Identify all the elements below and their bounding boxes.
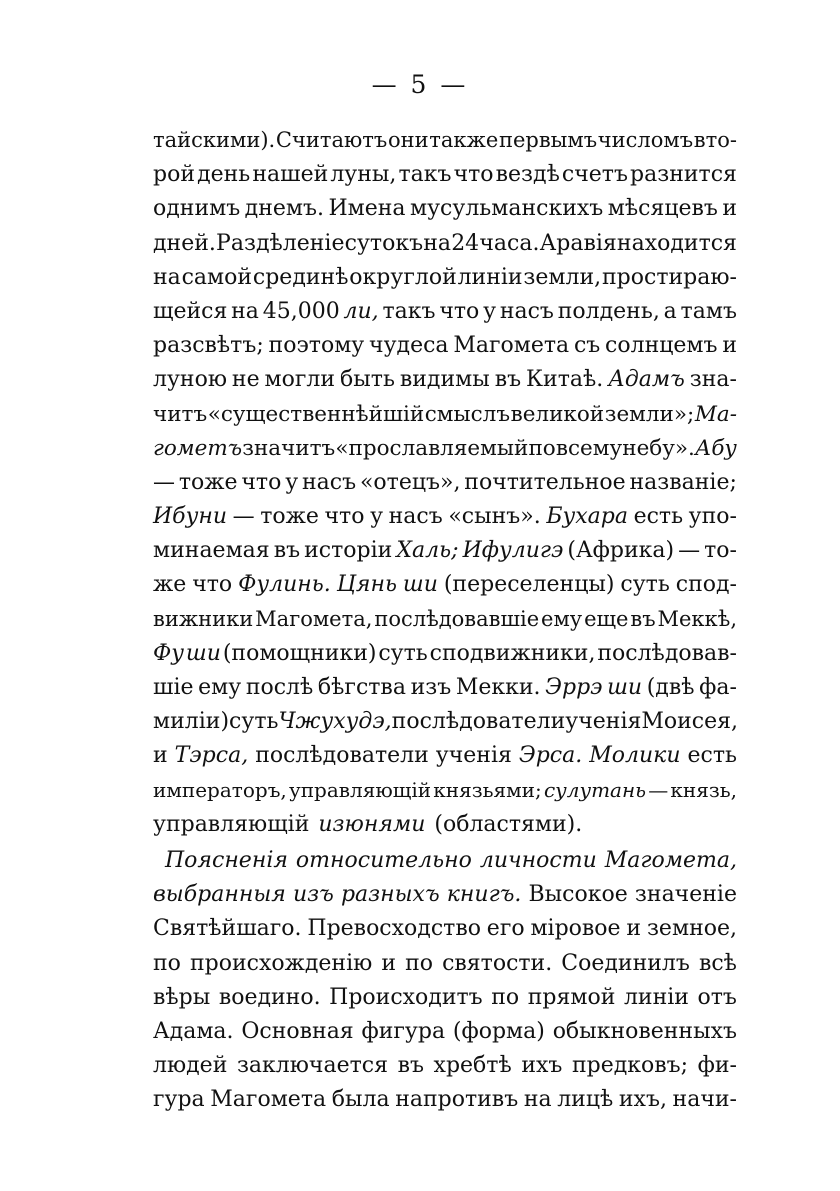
word: тоже <box>260 504 319 530</box>
text-line <box>153 848 737 882</box>
italic-word: ши <box>185 640 221 666</box>
word: смыслъ <box>424 401 511 427</box>
text-line <box>153 675 737 709</box>
word: по <box>491 984 520 1010</box>
word: такъ <box>398 162 452 188</box>
word: Моисея, <box>641 709 739 735</box>
word: и <box>381 950 397 976</box>
word: линіи <box>623 984 689 1010</box>
word: вижники <box>153 606 254 631</box>
italic-word: Цянь <box>336 572 397 598</box>
word: императоръ, <box>153 777 287 802</box>
text-line <box>153 641 737 675</box>
word: управляющій <box>288 777 432 802</box>
italic-word: гометъ <box>153 435 243 461</box>
word: часа. <box>479 230 540 256</box>
word: же <box>153 572 187 598</box>
word: читъ <box>153 401 208 427</box>
word: «существеннѣйшій <box>207 401 425 427</box>
word: (областями). <box>434 811 583 837</box>
word: — <box>648 777 669 802</box>
word: сутокъ <box>344 230 424 256</box>
word: минаемая <box>153 538 270 564</box>
body-text <box>153 128 737 1121</box>
word: (переселенцы) <box>443 572 615 598</box>
word: не <box>231 367 260 393</box>
word: насъ <box>301 469 357 495</box>
text-line <box>153 265 737 299</box>
word: воедино. <box>218 984 321 1010</box>
word: — <box>153 469 175 495</box>
text-line <box>153 1053 737 1087</box>
word: послѣдовавшіе <box>374 606 540 631</box>
word: небу». <box>622 435 695 461</box>
word: луною <box>153 367 227 393</box>
word: могли <box>264 367 336 393</box>
word: быть <box>340 367 395 393</box>
word: Высокое <box>528 882 628 908</box>
word: упо- <box>688 504 737 530</box>
word: по <box>528 435 556 461</box>
word: Магомета <box>453 333 570 359</box>
word: 45,000 <box>262 298 340 324</box>
word: «сынъ». <box>448 504 541 530</box>
word: луны, <box>330 162 397 188</box>
word: — <box>232 504 255 530</box>
word: такъ <box>382 298 436 324</box>
italic-word: ли, <box>343 298 379 324</box>
word: всему <box>555 435 623 461</box>
word: день <box>197 162 251 188</box>
italic-word: Тэрса, <box>174 743 249 769</box>
text-line <box>153 812 737 846</box>
word: его <box>486 916 525 942</box>
word: въ <box>630 606 656 631</box>
word: происхожденію <box>189 950 373 976</box>
word: мусульманскихъ <box>410 196 604 222</box>
word: Магомета, <box>255 606 373 631</box>
word: управляющій <box>153 811 310 837</box>
word: 24 <box>451 230 480 256</box>
italic-word: Эррэ <box>545 675 603 700</box>
italic-word: Адамъ <box>608 367 685 393</box>
text-line <box>153 299 737 333</box>
word: Китаѣ. <box>526 367 604 393</box>
word: днемъ. <box>244 196 325 222</box>
word: мѣсяцевъ <box>607 196 718 222</box>
word: по <box>405 950 433 976</box>
text-line <box>153 709 737 743</box>
italic-word: Ифулигэ <box>462 538 564 564</box>
word: князь, <box>670 777 737 802</box>
italic-word: книгъ. <box>446 882 522 908</box>
word: щейся <box>153 298 228 324</box>
word: сподвижники, <box>429 640 596 666</box>
word: что <box>324 504 365 530</box>
word: земли, <box>523 264 602 290</box>
word: изъ <box>410 675 452 700</box>
word: находится <box>616 230 737 256</box>
word: миліи) <box>153 709 230 735</box>
word: бѣгства <box>317 675 406 700</box>
word: то- <box>704 538 737 564</box>
word: насъ <box>388 504 443 530</box>
word: что <box>192 572 233 598</box>
italic-word: Ибуни <box>153 504 228 530</box>
text-line <box>153 367 737 401</box>
text-line <box>153 538 737 572</box>
text-line <box>153 333 737 367</box>
italic-word: Бухара <box>546 504 628 530</box>
word: есть <box>633 504 684 530</box>
word: на <box>231 298 259 324</box>
word: рой <box>153 162 195 188</box>
word: земли»; <box>604 401 695 427</box>
word: ученія <box>435 743 512 769</box>
word: первымъ <box>498 128 598 152</box>
italic-word: разныхъ <box>340 882 440 908</box>
word: начи- <box>672 1087 737 1113</box>
word: гура <box>153 1087 205 1113</box>
text-line <box>153 1019 737 1053</box>
word: зна- <box>689 367 737 393</box>
word: видимы <box>399 367 490 393</box>
italic-word: Эрса. <box>518 743 583 769</box>
word: однимъ <box>153 196 241 222</box>
word: а <box>663 298 677 324</box>
word: вѣры <box>153 984 211 1010</box>
word: на <box>523 1087 552 1113</box>
word: святости. <box>442 950 553 976</box>
word: тайскими). <box>153 128 276 152</box>
text-line <box>153 985 737 1019</box>
italic-word: Фулинь. <box>238 572 331 598</box>
word: тамъ <box>680 298 737 324</box>
word: Аравія <box>539 230 617 256</box>
word: разсвѣтъ; <box>153 333 264 359</box>
word: Магомета <box>210 1087 327 1113</box>
word: въ <box>273 538 301 564</box>
italic-word: изъ <box>292 882 334 908</box>
text-line <box>153 470 737 504</box>
word: еще <box>584 606 629 631</box>
word: и <box>722 196 737 222</box>
word: нашей <box>252 162 329 188</box>
italic-word: личности <box>479 847 597 873</box>
word: ему <box>198 675 242 700</box>
page-number: — 5 — <box>371 70 469 99</box>
word: съ <box>573 333 601 359</box>
word: числомъ <box>597 128 694 152</box>
word: также <box>429 128 499 152</box>
word: (помощники) <box>222 640 377 666</box>
word: есть <box>687 743 737 769</box>
word: у <box>285 469 299 495</box>
word: самой <box>181 264 253 290</box>
word: Основная <box>241 1018 354 1044</box>
word: ему <box>541 606 583 631</box>
italic-word: относительно <box>295 847 472 873</box>
word: великой <box>510 401 605 427</box>
word: и <box>722 333 737 359</box>
word: была <box>331 1087 390 1113</box>
text-line <box>153 196 737 230</box>
italic-word: сулутань <box>543 777 647 802</box>
word: спод- <box>675 572 737 598</box>
word: прямой <box>527 984 616 1010</box>
word: фигура <box>361 1018 446 1044</box>
text-line <box>153 778 737 812</box>
text-line <box>153 231 737 265</box>
word: «отецъ», <box>359 469 461 495</box>
italic-word: выбранныя <box>153 882 286 908</box>
word: фа- <box>699 675 737 700</box>
word: у <box>483 298 497 324</box>
word: въ <box>397 1053 424 1079</box>
word: послѣдователи <box>391 709 566 735</box>
text-line <box>153 607 737 641</box>
word: всѣ <box>698 950 737 976</box>
word: солнцемъ <box>605 333 718 359</box>
word: почтительное <box>464 469 626 495</box>
word: земное, <box>646 916 737 942</box>
word: суть <box>378 640 428 666</box>
word: исторіи <box>304 538 393 564</box>
word: тоже <box>178 469 238 495</box>
word: (Африка) <box>567 538 675 564</box>
word: на <box>153 264 181 290</box>
word: Считаютъ <box>275 128 388 152</box>
word: (форма) <box>452 1018 545 1044</box>
text-line <box>153 128 737 162</box>
italic-word: Ма- <box>694 401 737 427</box>
word: значитъ <box>242 435 336 461</box>
word: князьями; <box>433 777 542 802</box>
text-line <box>153 916 737 950</box>
word: названіе; <box>629 469 737 495</box>
word: людей <box>153 1053 228 1079</box>
word: что <box>241 469 282 495</box>
word: ихъ <box>521 1053 563 1079</box>
word: и <box>626 916 642 942</box>
italic-word: ши <box>607 675 643 700</box>
word: на <box>423 230 452 256</box>
word: Адама. <box>153 1018 234 1044</box>
word: послѣ <box>245 675 314 700</box>
word: и <box>153 743 168 769</box>
word: по <box>153 950 181 976</box>
word: міровое <box>530 916 621 942</box>
word: отъ <box>697 984 737 1010</box>
word: они <box>387 128 429 152</box>
word: значеніе <box>634 882 737 908</box>
word: что <box>453 162 494 188</box>
italic-word: Чжухудэ, <box>278 709 392 735</box>
word: суть <box>620 572 670 598</box>
text-line <box>153 882 737 916</box>
word: — <box>678 538 701 564</box>
text-line <box>153 1087 737 1121</box>
word: линіи <box>457 264 523 290</box>
word: простираю- <box>602 264 737 290</box>
italic-word: изюнями <box>318 811 426 837</box>
word: поэтому <box>268 333 365 359</box>
word: Раздѣленіе <box>216 230 345 256</box>
text-line <box>153 504 737 538</box>
word: ученія <box>565 709 642 735</box>
word: напротивъ <box>395 1087 519 1113</box>
word: полдень, <box>557 298 660 324</box>
word: послѣдовав- <box>597 640 737 666</box>
word: послѣдователи <box>255 743 429 769</box>
word: срединѣ <box>252 264 349 290</box>
word: заключается <box>236 1053 388 1079</box>
italic-word: Магомета, <box>604 847 737 873</box>
text-line <box>153 951 737 985</box>
word: предковъ; <box>571 1053 689 1079</box>
word: вездѣ <box>495 162 560 188</box>
word: Меккѣ, <box>657 606 737 631</box>
word: что <box>439 298 480 324</box>
word: ихъ, <box>618 1087 667 1113</box>
text-line <box>153 162 737 196</box>
word: «прославляемый <box>335 435 529 461</box>
word: Имена <box>328 196 406 222</box>
italic-word: Халь; <box>396 538 459 564</box>
italic-word: Абу <box>695 435 737 461</box>
word: у <box>370 504 384 530</box>
word: (двѣ <box>646 675 695 700</box>
text-line <box>153 743 737 777</box>
word: вто- <box>693 128 737 152</box>
text-line <box>153 402 737 436</box>
word: хребтѣ <box>433 1053 512 1079</box>
word: чудеса <box>369 333 449 359</box>
italic-word: ши <box>402 572 438 598</box>
word: дней. <box>153 230 216 256</box>
word: фи- <box>697 1053 737 1079</box>
word: Святѣйшаго. <box>153 916 302 942</box>
word: лицѣ <box>557 1087 614 1113</box>
word: суть <box>229 709 279 735</box>
word: обыкновенныхъ <box>552 1018 737 1044</box>
text-line <box>153 436 737 470</box>
word: Мекки. <box>455 675 541 700</box>
word: Превосходство <box>307 916 481 942</box>
italic-word: Поясненія <box>165 847 288 873</box>
word: разнится <box>630 162 737 188</box>
word: округлой <box>349 264 457 290</box>
word: насъ <box>499 298 554 324</box>
word: въ <box>494 367 522 393</box>
italic-word: Фу <box>153 640 185 666</box>
text-line <box>153 572 737 606</box>
word: Происходитъ <box>329 984 483 1010</box>
italic-word: Молики <box>589 743 681 769</box>
word: Соединилъ <box>561 950 690 976</box>
word: шіе <box>153 675 194 700</box>
word: счетъ <box>561 162 628 188</box>
